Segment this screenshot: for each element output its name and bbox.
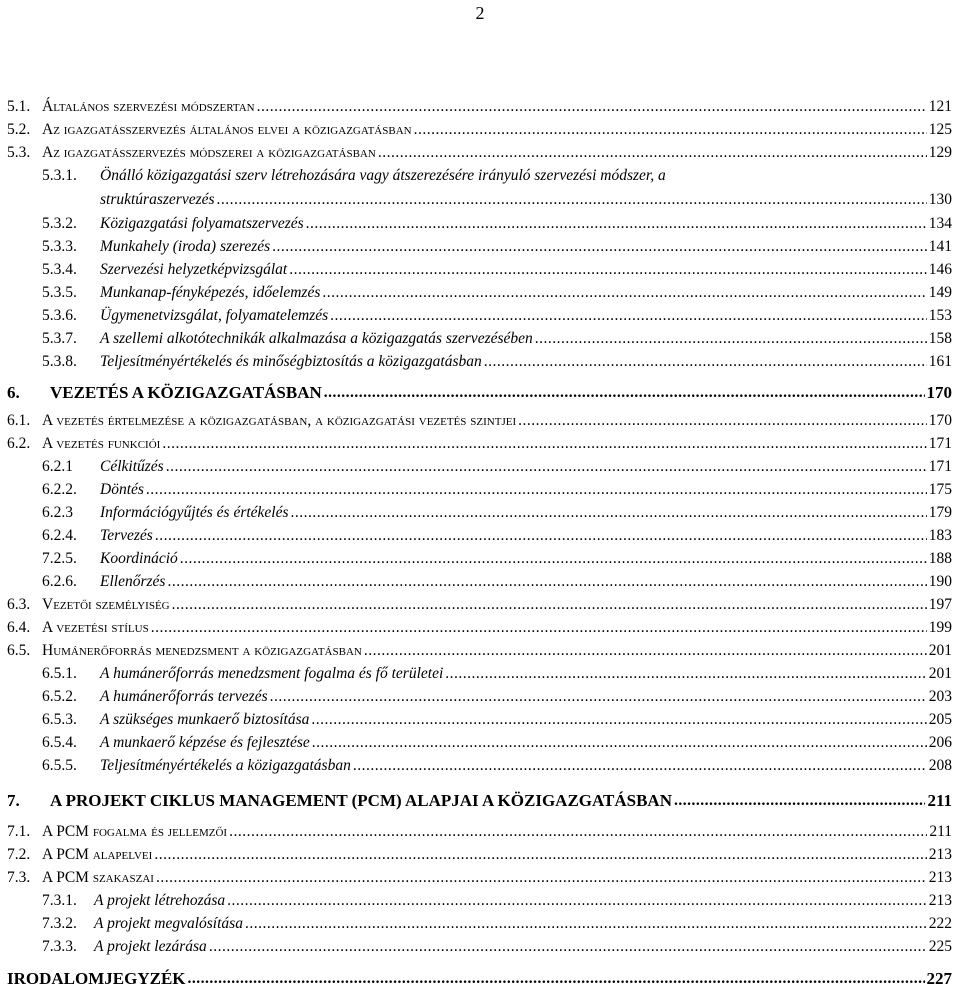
toc-entry-title: Teljesítményértékelés a közigazgatásban	[100, 757, 351, 774]
toc-entry-number: 6.2.3	[42, 504, 73, 521]
toc-entry[interactable]	[42, 707, 952, 729]
toc-dot-leader	[155, 527, 927, 545]
toc-entry-number: 5.3.	[7, 144, 31, 161]
toc-entry-title: Munkanap-fényképezés, időelemzés	[100, 284, 321, 301]
toc-entry-page: 197	[928, 596, 952, 613]
toc-entry-title: Koordináció	[100, 550, 178, 567]
toc-entry-page: 208	[928, 757, 952, 774]
toc-entry-page: 170	[928, 412, 952, 429]
toc-entry-title: Önálló közigazgatási szerv létrehozására vagy átszerezésére irányuló szervezési módszer, a	[100, 167, 666, 184]
toc-dot-leader	[445, 665, 926, 683]
toc-entry-page: 206	[928, 734, 952, 751]
toc-entry-number: 6.5.4.	[42, 734, 77, 751]
toc-entry-page: 190	[928, 573, 952, 590]
toc-entry-number: 6.1.	[7, 412, 31, 429]
toc-entry-page: 141	[928, 238, 952, 255]
toc-entry-number: 5.3.6.	[42, 307, 77, 324]
toc-dot-leader	[312, 734, 927, 752]
toc-dot-leader	[151, 619, 927, 637]
toc-entry-title: Vezetői személyiség	[42, 596, 170, 613]
toc-entry-number: 7.3.	[7, 869, 31, 886]
toc-entry[interactable]	[42, 523, 952, 545]
toc-entry[interactable]	[7, 431, 952, 453]
toc-entry[interactable]	[7, 380, 952, 402]
toc-entry[interactable]	[42, 569, 952, 591]
toc-entry-title: VEZETÉS A KÖZIGAZGATÁSBAN	[50, 383, 322, 402]
toc-dot-leader	[146, 481, 927, 499]
toc-dot-leader	[167, 573, 926, 591]
toc-entry-title: Teljesítményértékelés és minőségbiztosítás a közigazgatásban	[100, 353, 482, 370]
toc-entry-number: 7.2.5.	[42, 550, 77, 567]
toc-entry[interactable]	[7, 865, 952, 887]
toc-entry-title: A vezetési stílus	[42, 619, 149, 636]
toc-entry-number: 5.2.	[7, 121, 31, 138]
toc-entry-title: Az igazgatásszervezés általános elvei a közigazgatásban	[42, 121, 412, 138]
toc-entry[interactable]	[42, 911, 952, 933]
toc-entry-title: Általános szervezési módszertan	[42, 98, 255, 115]
toc-entry-number: 6.2.2.	[42, 481, 77, 498]
toc-entry-title: Szervezési helyzetképvizsgálat	[100, 261, 288, 278]
toc-dot-leader	[324, 384, 925, 402]
toc-entry[interactable]	[42, 934, 952, 956]
toc-entry-number: 6.5.5.	[42, 757, 77, 774]
toc-entry-page: 153	[928, 307, 952, 324]
toc-entry[interactable]	[42, 500, 952, 522]
toc-entry[interactable]	[42, 730, 952, 752]
toc-dot-leader	[217, 191, 927, 209]
toc-entry[interactable]	[7, 788, 952, 810]
toc-entry-page: 170	[926, 383, 952, 402]
toc-entry-number: 6.2.4.	[42, 527, 77, 544]
toc-entry-page: 158	[928, 330, 952, 347]
page-number: 2	[475, 3, 485, 23]
toc-entry-number: 7.3.3.	[42, 938, 77, 955]
toc-entry-title: Ügymenetvizsgálat, folyamatelemzés	[100, 307, 329, 324]
toc-entry-title: A humánerőforrás menedzsment fogalma és fő területei	[100, 665, 444, 682]
toc-entry-page: 183	[928, 527, 952, 544]
toc-dot-leader	[414, 121, 927, 139]
toc-entry[interactable]	[7, 117, 952, 139]
toc-entry-number: 7.3.1.	[42, 892, 77, 909]
toc-entry-number: 7.1.	[7, 823, 31, 840]
toc-dot-leader	[518, 412, 927, 430]
toc-entry-number: 5.3.2.	[42, 215, 77, 232]
toc-dot-leader	[156, 869, 927, 887]
toc-entry-number: 6.3.	[7, 596, 31, 613]
toc-dot-leader	[270, 688, 927, 706]
toc-entry-title: Közigazgatási folyamatszervezés	[100, 215, 304, 232]
toc-entry[interactable]	[7, 592, 952, 614]
toc-entry-title: struktúraszervezés	[100, 191, 215, 208]
toc-entry-title: A szellemi alkotótechnikák alkalmazása a közigazgatás szervezésében	[100, 330, 533, 347]
toc-entry-page: 179	[928, 504, 952, 521]
toc-dot-leader	[162, 435, 926, 453]
toc-entry[interactable]	[7, 140, 952, 162]
toc-entry-page: 125	[928, 121, 952, 138]
toc-dot-leader	[322, 284, 926, 302]
toc-entry-page: 161	[928, 353, 952, 370]
toc-entry-page: 171	[928, 458, 952, 475]
toc-dot-leader	[378, 144, 927, 162]
toc-entry-title: A PROJEKT CIKLUS MANAGEMENT (PCM) ALAPJAI A KÖZIGAZGATÁSBAN	[50, 791, 672, 810]
toc-dot-leader	[180, 550, 927, 568]
toc-dot-leader	[245, 915, 927, 933]
toc-entry-number: 6.2.1	[42, 458, 73, 475]
toc-entry-page: 171	[928, 435, 952, 452]
toc-entry-page: 225	[928, 938, 952, 955]
toc-entry-page: 134	[928, 215, 952, 232]
toc-entry[interactable]	[7, 966, 952, 988]
toc-entry-title: Célkitűzés	[100, 458, 164, 475]
toc-entry-number: 6.5.3.	[42, 711, 77, 728]
toc-entry-title: Tervezés	[100, 527, 153, 544]
toc-entry-number: 6.	[7, 383, 20, 402]
toc-entry-page: 213	[928, 892, 952, 909]
toc-entry-page: 222	[928, 915, 952, 932]
toc-entry-page: 121	[928, 98, 952, 115]
toc-entry-title: A PCM alapelvei	[42, 846, 153, 863]
toc-entry-title: Döntés	[100, 481, 144, 498]
toc-entry-page: 203	[928, 688, 952, 705]
toc-dot-leader	[484, 353, 927, 371]
toc-entry[interactable]	[7, 408, 952, 430]
toc-entry[interactable]	[42, 326, 952, 348]
toc-entry-number: 6.5.	[7, 642, 31, 659]
toc-entry-page: 201	[928, 642, 952, 659]
toc-dot-leader	[166, 458, 927, 476]
toc-entry-page: 213	[928, 869, 952, 886]
toc-dot-leader	[188, 970, 925, 988]
toc-dot-leader	[209, 938, 927, 956]
toc-entry-number: 5.1.	[7, 98, 31, 115]
toc-entry-title: A munkaerő képzése és fejlesztése	[100, 734, 310, 751]
toc-entry-number: 5.3.4.	[42, 261, 77, 278]
toc-dot-leader	[229, 823, 927, 841]
toc-entry-title: A PCM fogalma és jellemzői	[42, 823, 228, 840]
toc-entry-page: 175	[928, 481, 952, 498]
toc-entry-title: A vezetés értelmezése a közigazgatásban, a közigazgatási vezetés szintjei	[42, 412, 517, 429]
toc-entry-page: 129	[928, 144, 952, 161]
toc-entry-number: 5.3.3.	[42, 238, 77, 255]
toc-entry-page: 149	[928, 284, 952, 301]
toc-dot-leader	[172, 596, 927, 614]
toc-entry[interactable]	[7, 94, 952, 116]
toc-dot-leader	[154, 846, 926, 864]
toc-dot-leader	[311, 711, 926, 729]
toc-dot-leader	[535, 330, 927, 348]
toc-entry[interactable]	[100, 187, 952, 209]
toc-entry[interactable]	[42, 303, 952, 325]
toc-entry-page: 205	[928, 711, 952, 728]
toc-entry[interactable]	[42, 753, 952, 775]
toc-entry-number: 5.3.1.	[42, 167, 77, 184]
toc-dot-leader	[353, 757, 927, 775]
toc-entry[interactable]	[42, 454, 952, 476]
toc-entry[interactable]	[42, 234, 952, 256]
toc-dot-leader	[364, 642, 927, 660]
toc-entry[interactable]	[7, 615, 952, 637]
toc-entry[interactable]	[42, 211, 952, 233]
toc-dot-leader	[330, 307, 927, 325]
toc-dot-leader	[257, 98, 927, 116]
toc-entry[interactable]	[42, 888, 952, 910]
toc-entry-number: 6.4.	[7, 619, 31, 636]
toc-entry-page: 213	[928, 846, 952, 863]
toc-entry-title: A projekt lezárása	[94, 938, 207, 955]
toc-entry-title: A humánerőforrás tervezés	[100, 688, 268, 705]
toc-entry[interactable]	[42, 477, 952, 499]
toc-entry-number: 6.5.1.	[42, 665, 77, 682]
toc-entry[interactable]	[42, 349, 952, 371]
toc-entry-page: 130	[928, 191, 952, 208]
toc-entry-title: Információgyűjtés és értékelés	[100, 504, 289, 521]
toc-entry-title: A vezetés funkciói	[42, 435, 161, 452]
toc-entry-number: 5.3.5.	[42, 284, 77, 301]
toc-entry-number: 7.2.	[7, 846, 31, 863]
toc-entry-number: 6.2.6.	[42, 573, 77, 590]
toc-entry[interactable]	[42, 546, 952, 568]
toc-dot-leader	[306, 215, 927, 233]
toc-entry[interactable]	[42, 684, 952, 706]
toc-entry-number: 6.2.	[7, 435, 31, 452]
toc-dot-leader	[674, 792, 925, 810]
toc-entry-title: A PCM szakaszai	[42, 869, 154, 886]
toc-entry-title: A projekt létrehozása	[94, 892, 226, 909]
toc-entry[interactable]	[42, 661, 952, 683]
toc-dot-leader	[289, 261, 927, 279]
toc-entry-title: Humánerőforrás menedzsment a közigazgatásban	[42, 642, 362, 659]
toc-entry[interactable]	[7, 842, 952, 864]
toc-dot-leader	[291, 504, 927, 522]
toc-entry[interactable]	[42, 163, 952, 185]
toc-entry[interactable]	[7, 638, 952, 660]
toc-entry-title: Munkahely (iroda) szerezés	[100, 238, 271, 255]
toc-entry-number: 5.3.8.	[42, 353, 77, 370]
toc-entry-page: 146	[928, 261, 952, 278]
toc-entry-title: Az igazgatásszervezés módszerei a közigazgatásban	[42, 144, 376, 161]
toc-entry[interactable]	[42, 257, 952, 279]
toc-entry-title: A projekt megvalósítása	[94, 915, 243, 932]
toc-dot-leader	[272, 238, 927, 256]
toc-entry-page: 211	[929, 823, 952, 840]
toc-entry-title: A szükséges munkaerő biztosítása	[100, 711, 310, 728]
toc-entry-title: Ellenőrzés	[100, 573, 166, 590]
toc-entry-number: 6.5.2.	[42, 688, 77, 705]
toc-entry-page: 227	[926, 969, 952, 988]
toc-entry-title: IRODALOMJEGYZÉK	[7, 969, 186, 988]
toc-entry[interactable]	[42, 280, 952, 302]
toc-entry-number: 7.	[7, 791, 20, 810]
toc-entry-number: 5.3.7.	[42, 330, 77, 347]
toc-entry-page: 201	[928, 665, 952, 682]
toc-entry[interactable]	[7, 819, 952, 841]
toc-dot-leader	[227, 892, 927, 910]
toc-entry-number: 7.3.2.	[42, 915, 77, 932]
toc-entry-page: 188	[928, 550, 952, 567]
toc-entry-page: 211	[927, 791, 952, 810]
toc-entry-page: 199	[928, 619, 952, 636]
